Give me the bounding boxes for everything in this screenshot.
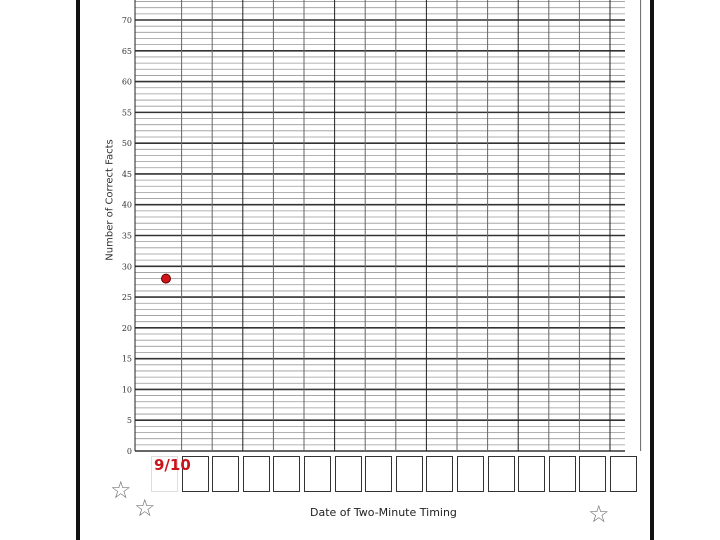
data-point — [162, 274, 171, 283]
y-tick-label: 55 — [121, 108, 132, 118]
y-tick-label: 20 — [121, 323, 132, 333]
date-box — [212, 456, 239, 492]
y-tick-label: 30 — [121, 262, 132, 272]
y-tick-label: 35 — [121, 231, 132, 241]
y-tick-label: 70 — [121, 16, 132, 26]
date-box — [488, 456, 515, 492]
star-icon: ☆ — [110, 476, 132, 504]
y-tick-label: 25 — [121, 293, 132, 303]
y-tick-label: 0 — [126, 447, 132, 456]
date-box — [579, 456, 606, 492]
y-tick-label: 10 — [121, 385, 132, 395]
date-box — [365, 456, 392, 492]
date-box — [273, 456, 300, 492]
date-box — [243, 456, 270, 492]
date-box — [304, 456, 331, 492]
y-tick-label: 5 — [126, 416, 132, 426]
star-icon: ☆ — [134, 494, 156, 522]
date-label: 9/10 — [154, 456, 191, 474]
y-tick-label: 50 — [121, 139, 132, 149]
y-tick-label: 45 — [121, 169, 132, 179]
date-box — [426, 456, 453, 492]
date-box — [335, 456, 362, 492]
date-box — [518, 456, 545, 492]
y-axis-label: Number of Correct Facts — [104, 139, 116, 261]
date-box — [396, 456, 423, 492]
y-tick-label: 40 — [121, 200, 132, 210]
y-tick-label: 65 — [121, 46, 132, 56]
y-tick-label: 15 — [121, 354, 132, 364]
x-axis-label: Date of Two-Minute Timing — [310, 506, 457, 519]
date-box — [549, 456, 576, 492]
date-box — [610, 456, 637, 492]
star-icon: ☆ — [588, 500, 610, 528]
date-box — [457, 456, 484, 492]
y-tick-label: 60 — [121, 77, 132, 87]
